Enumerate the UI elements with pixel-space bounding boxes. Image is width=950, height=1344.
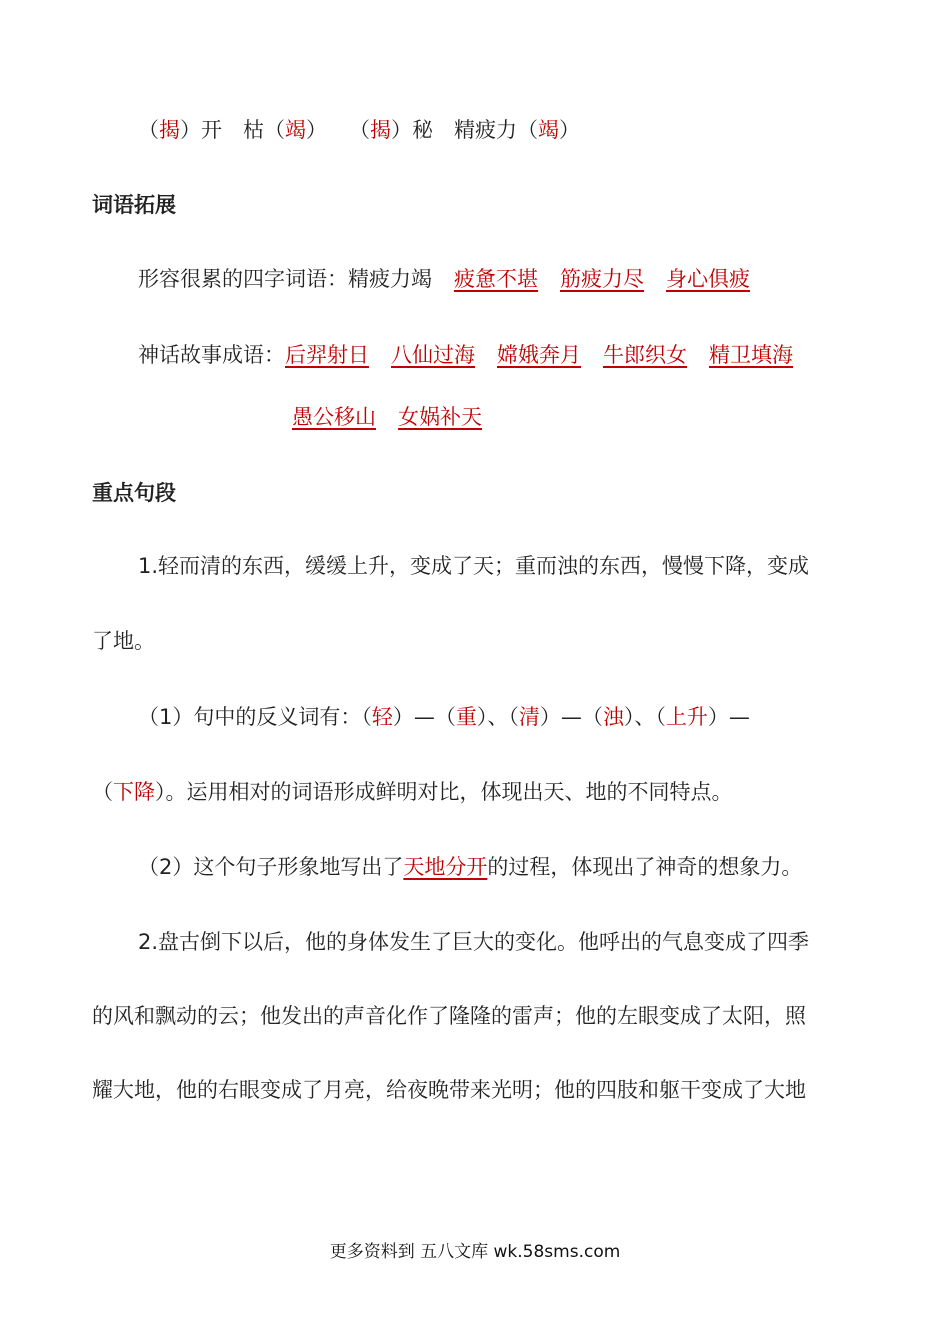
- tired-words-line: [138, 264, 750, 294]
- answer-idiom: 牛郎织女: [603, 343, 687, 367]
- text: ）: [306, 118, 327, 142]
- text: ）、（: [476, 705, 519, 729]
- passage-1-line-a: 1.轻而清的东西，缓缓上升，变成了天；重而浊的东西，慢慢下降，变成: [138, 554, 810, 578]
- answer: 重: [455, 705, 477, 729]
- text: ）—: [707, 705, 750, 729]
- section-heading-key-passages: 重点句段: [92, 481, 176, 505]
- answer: 揭: [159, 118, 180, 142]
- answer: 下降: [113, 780, 155, 804]
- text: （: [349, 118, 370, 142]
- myth-idioms-line-2: [292, 402, 482, 432]
- answer: 上升: [665, 705, 708, 729]
- answer-idiom: 后羿射日: [285, 343, 369, 367]
- answer: 天地分开: [403, 855, 488, 879]
- text: ）秘 精疲力（: [391, 118, 538, 142]
- passage-2-line-b: 的风和飘动的云；他发出的声音化作了隆隆的雷声；他的左眼变成了太阳，照: [92, 1004, 806, 1028]
- text: ）。运用相对的词语形成鲜明对比，体现出天、地的不同特点。: [155, 780, 733, 804]
- text: （: [361, 705, 372, 729]
- text: （2）这个句子形象地写出了: [138, 855, 404, 879]
- question-2-line: [138, 852, 802, 882]
- label: 形容很累的四字词语：精疲力竭: [138, 267, 432, 291]
- section-heading-word-expansion: 词语拓展: [92, 193, 176, 217]
- answer-idiom: 嫦娥奔月: [497, 343, 581, 367]
- answer: 揭: [370, 118, 391, 142]
- answer-idiom: 精卫填海: [709, 343, 793, 367]
- answer: 轻: [371, 705, 393, 729]
- text: （: [138, 118, 159, 142]
- text: ）、（: [623, 705, 666, 729]
- answer-idiom: 八仙过海: [391, 343, 475, 367]
- answer: 清: [518, 705, 540, 729]
- text: （: [92, 780, 113, 804]
- question-1-line-b: [92, 777, 733, 807]
- footer-source: 更多资料到 五八文库 wk.58sms.com: [329, 1242, 621, 1262]
- answer: 浊: [602, 705, 624, 729]
- text: （1）句中的反义词有：: [138, 705, 362, 729]
- text: ）—（: [539, 705, 603, 729]
- passage-2-line-c: 耀大地，他的右眼变成了月亮，给夜晚带来光明；他的四肢和躯干变成了大地: [92, 1078, 806, 1102]
- passage-2-line-a: 2.盘古倒下以后，他的身体发生了巨大的变化。他呼出的气息变成了四季: [138, 930, 810, 954]
- text: 的过程，体现出了神奇的想象力。: [487, 855, 803, 879]
- answer: 竭: [538, 118, 559, 142]
- answer-idiom: 疲惫不堪: [454, 267, 538, 291]
- answer: 竭: [285, 118, 306, 142]
- passage-1-line-b: 了地。: [92, 629, 155, 653]
- question-1-line-a: [138, 702, 750, 732]
- answer-idiom: 筋疲力尽: [560, 267, 644, 291]
- label: 神话故事成语：: [138, 343, 285, 367]
- answer-idiom: 女娲补天: [398, 405, 482, 429]
- text: ）—（: [392, 705, 456, 729]
- answer-idiom: 愚公移山: [292, 405, 376, 429]
- fill-in-line: [138, 115, 580, 145]
- answer-idiom: 身心俱疲: [666, 267, 750, 291]
- text: ）开 枯（: [180, 118, 285, 142]
- myth-idioms-line: [138, 340, 793, 370]
- text: ）: [559, 118, 580, 142]
